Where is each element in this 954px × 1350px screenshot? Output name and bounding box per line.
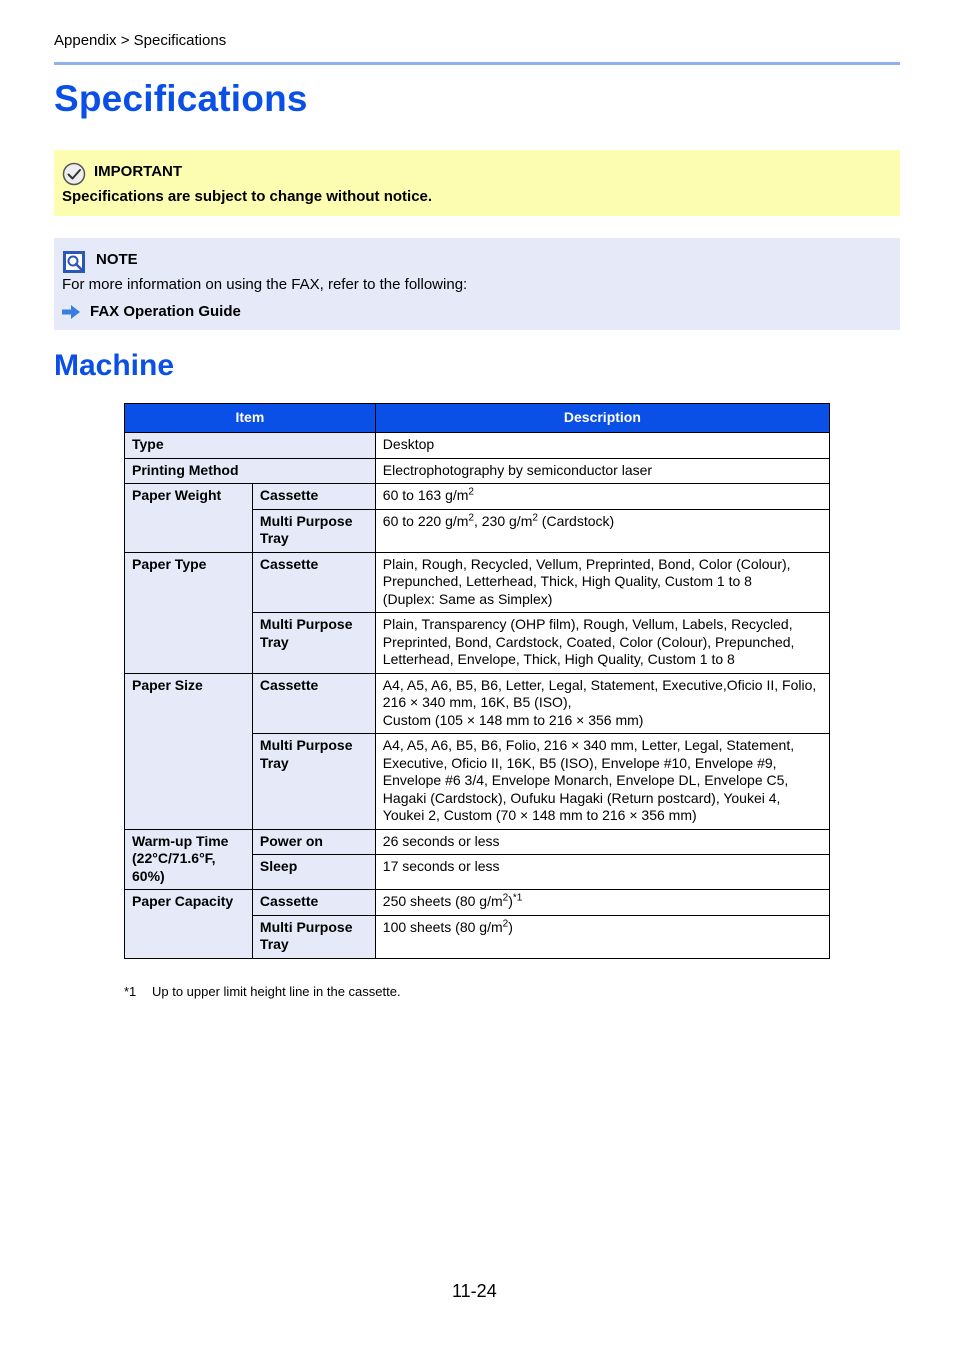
row-value-paper-type-cassette: Plain, Rough, Recycled, Vellum, Preprinted, Bond, Color (Colour), Prepunched, Letterhead, Thick, High Quality, Custom 1 to 8 (Duplex: Same as Simplex) (375, 552, 829, 613)
table-row (125, 484, 830, 510)
row-value-paper-weight-mpt: 60 to 220 $g/m^2$, 230 $g/m^2$ (Cardstock) (375, 509, 829, 552)
row-value-paper-type-mpt: Plain, Transparency (OHP film), Rough, Vellum, Labels, Recycled, Preprinted, Bond, Cardstock, Coated, Color (Colour), Prepunched, Letterhead, Envelope, Thick, High Quality, Custom 1 to 8 (375, 613, 829, 674)
sub-label-cassette: Cassette (252, 890, 375, 916)
row-value-power-on: 26 seconds or less (375, 829, 829, 855)
sub-label-cassette: Cassette (252, 484, 375, 510)
important-box (54, 150, 900, 216)
sub-label-sleep: Sleep (252, 855, 375, 890)
row-value-printing-method: Electrophotography by semiconductor laser (375, 458, 829, 484)
row-value-sleep: 17 seconds or less (375, 855, 829, 890)
sub-label-power-on: Power on (252, 829, 375, 855)
sub-label-cassette: Cassette (252, 673, 375, 734)
section-title: Machine (54, 349, 175, 382)
sub-label-multi-purpose-tray: Multi Purpose Tray (252, 509, 375, 552)
sub-label-multi-purpose-tray: Multi Purpose Tray (252, 613, 375, 674)
footnote (124, 984, 401, 999)
footnote-text: Up to upper limit height line in the cassette. (152, 984, 401, 999)
header-rule (54, 62, 900, 65)
table-row (125, 458, 830, 484)
arrow-right-icon (62, 305, 80, 319)
note-text: For more information on using the FAX, refer to the following: (62, 276, 468, 293)
row-label-type: Type (125, 433, 376, 459)
sub-label-multi-purpose-tray: Multi Purpose Tray (252, 734, 375, 830)
table-row (125, 433, 830, 459)
sub-label-cassette: Cassette (252, 552, 375, 613)
checkmark-circle-icon (62, 162, 86, 186)
sub-label-multi-purpose-tray: Multi Purpose Tray (252, 915, 375, 958)
page-title: Specifications (54, 78, 308, 119)
row-label-warmup-time: Warm-up Time (22°C/71.6°F, 60%) (125, 829, 253, 890)
row-value-type: Desktop (375, 433, 829, 459)
row-label-paper-weight: Paper Weight (125, 484, 253, 553)
table-header-row (125, 404, 830, 433)
row-label-paper-type: Paper Type (125, 552, 253, 673)
table-row (125, 890, 830, 916)
page-number: 11-24 (452, 1281, 497, 1301)
header-item: Item (125, 404, 376, 433)
breadcrumb: Appendix > Specifications (54, 32, 227, 49)
note-book-icon (62, 250, 86, 274)
table-row (125, 552, 830, 613)
table-row (125, 673, 830, 734)
table-row (125, 829, 830, 855)
row-label-paper-capacity: Paper Capacity (125, 890, 253, 959)
note-label: NOTE (96, 251, 138, 268)
row-value-capacity-cassette: 250 sheets (80 $g/m^2)^{*1}$ (375, 890, 829, 916)
row-value-capacity-mpt: 100 sheets (80 $g/m^2$) (375, 915, 829, 958)
important-text: Specifications are subject to change without notice. (62, 188, 433, 205)
row-value-paper-size-mpt: A4, A5, A6, B5, B6, Folio, 216 × 340 mm, Letter, Legal, Statement, Executive, Oficio II, 16K, B5 (ISO), Envelope #10, Envelope #9, Envelope #6 3/4, Envelope Monarch, Envelope DL, Envelope C5, Hagaki (Cardstock), Oufuku Hagaki (Return postcard), Youkei 4, Youkei 2, Custom (70 × 148 mm to 216 × 356 mm) (375, 734, 829, 830)
row-value-paper-size-cassette: A4, A5, A6, B5, B6, Letter, Legal, Statement, Executive,Oficio II, Folio, 216 × 340 mm, 16K, B5 (ISO), Custom (105 × 148 mm to 216 × 356 mm) (375, 673, 829, 734)
fax-operation-guide-link[interactable]: FAX Operation Guide (90, 303, 241, 320)
row-label-paper-size: Paper Size (125, 673, 253, 829)
row-value-paper-weight-cassette: 60 to 163 $g/m^2$ (375, 484, 829, 510)
header-description: Description (375, 404, 829, 433)
row-label-printing-method: Printing Method (125, 458, 376, 484)
spec-table (124, 403, 830, 959)
important-label: IMPORTANT (94, 163, 183, 180)
footnote-mark: *1 (124, 984, 137, 999)
note-box (54, 238, 900, 330)
